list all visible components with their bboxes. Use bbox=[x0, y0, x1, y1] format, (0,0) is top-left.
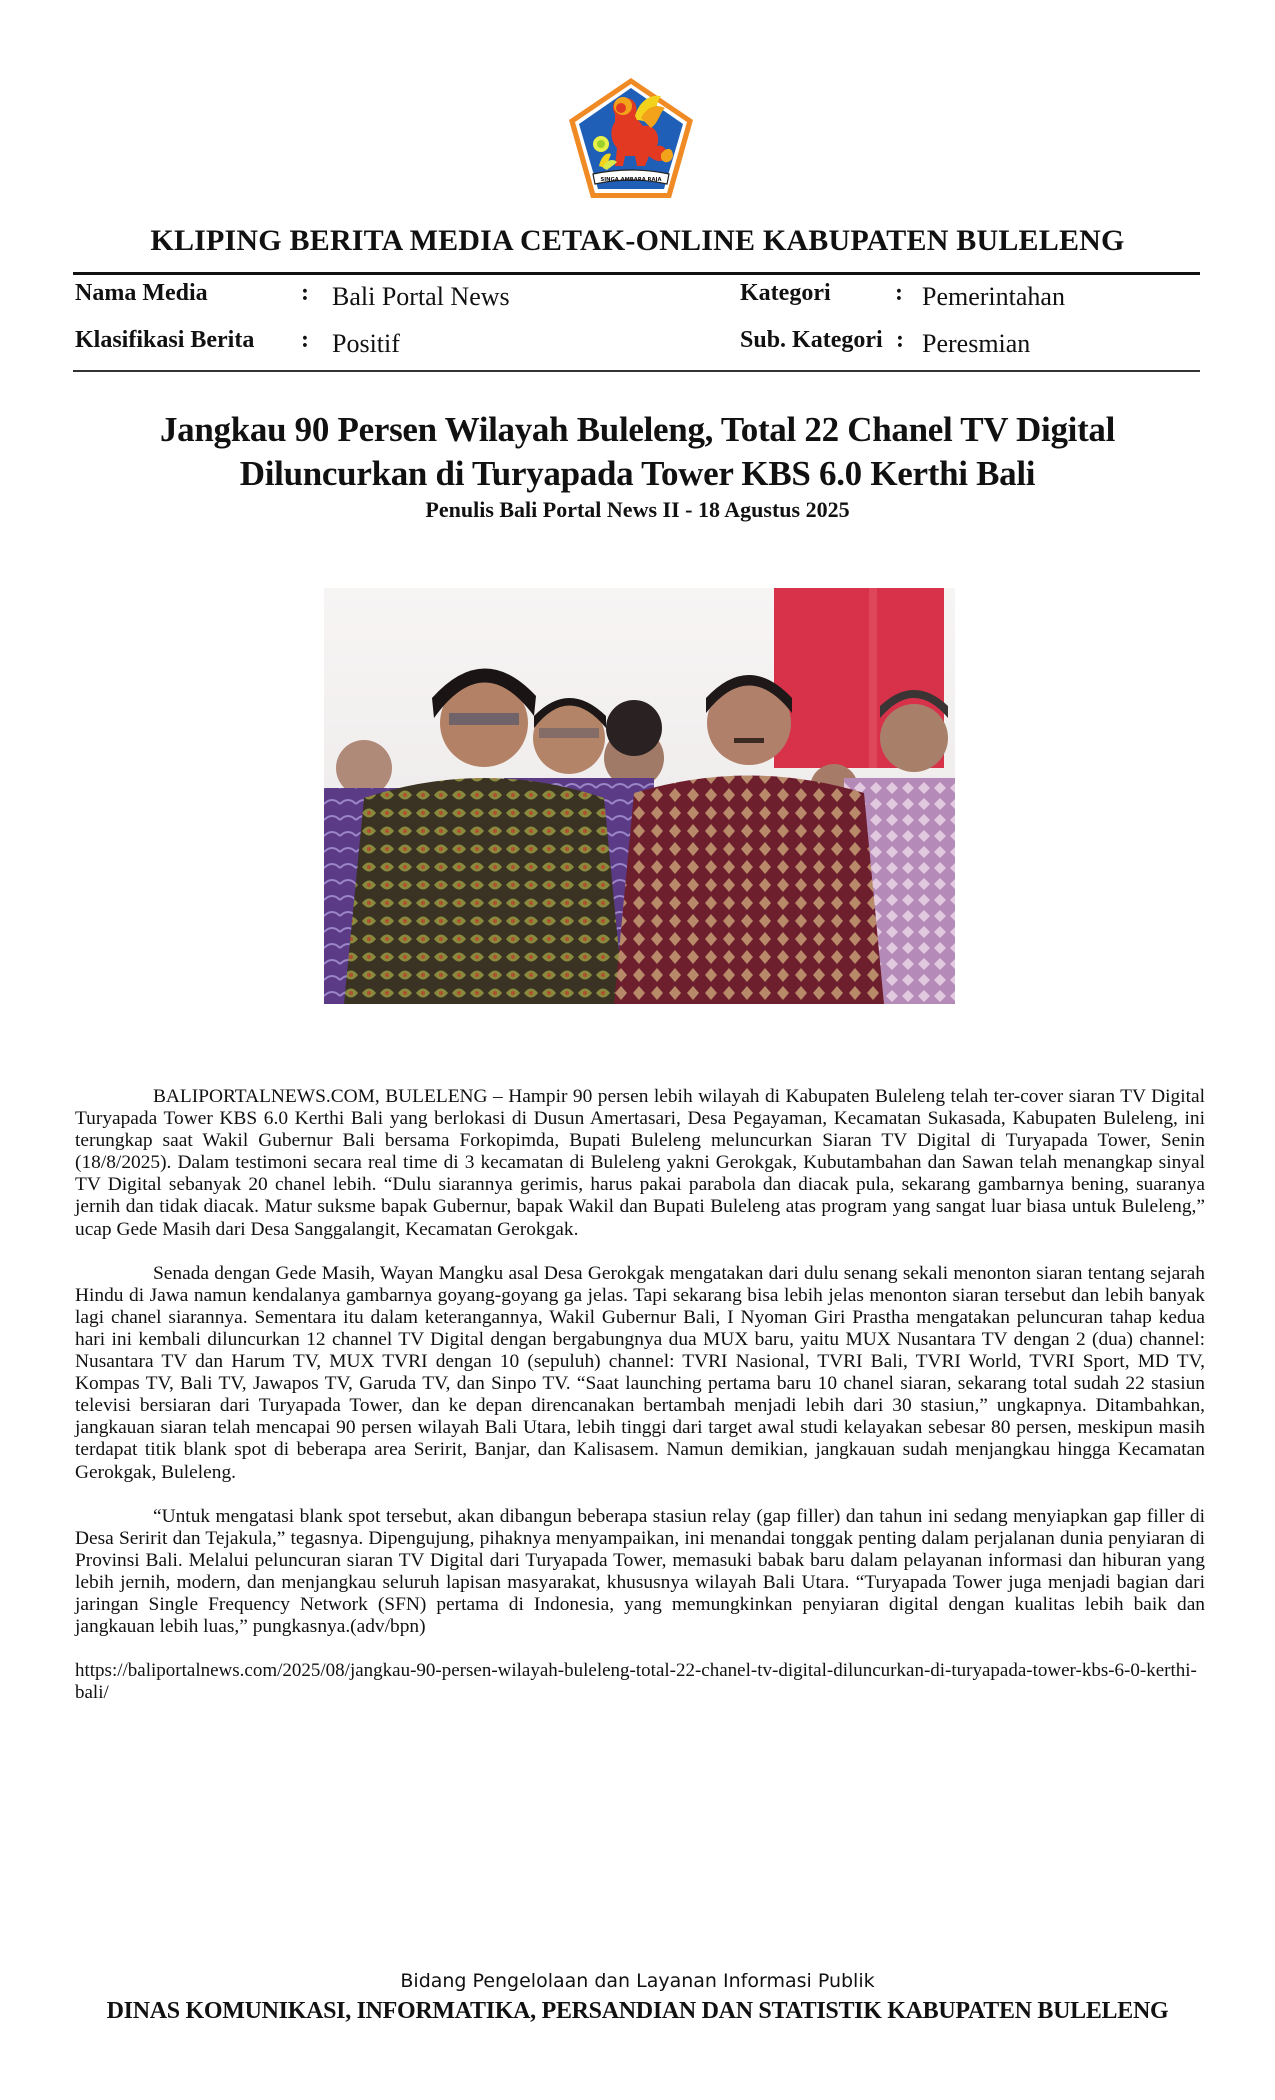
article-photo bbox=[324, 588, 955, 1004]
meta-colon: : bbox=[301, 327, 309, 353]
meta-colon: : bbox=[301, 280, 309, 306]
header-divider-bottom bbox=[73, 370, 1200, 372]
footer-organization: DINAS KOMUNIKASI, INFORMATIKA, PERSANDIAN DAN STATISTIK KABUPATEN BULELENG bbox=[106, 1998, 1169, 2024]
article-title bbox=[60, 408, 1215, 496]
meta-label: Klasifikasi Berita bbox=[75, 327, 255, 353]
meta-value: Pemerintahan bbox=[922, 282, 1065, 311]
meta-colon: : bbox=[895, 280, 903, 306]
crest-motto: SINGA AMBARA RAJA bbox=[600, 177, 662, 183]
article-paragraph: Senada dengan Gede Masih, Wayan Mangku asal Desa Gerokgak mengatakan dari dulu senang sekali menonton siaran tentang sejarah Hindu di Jawa namun kendalanya gambarnya goyang-goyang ga jelas. Tapi sekarang bisa lebih jelas menonton siaran tersebut dan lebih banyak lagi chanel siarannya. Sementara itu dalam keterangannya, Wakil Gubernur Bali, I Nyoman Giri Prastha mengatakan peluncuran tahap kedua hari ini kembali diluncurkan 12 channel TV Digital dengan bergabungnya dua MUX baru, yaitu MUX Nusantara TV dengan 2 (dua) channel: Nusantara TV dan Harum TV, MUX TVRI dengan 10 (sepuluh) channel: TVRI Nasional, TVRI Bali, TVRI World, TVRI Sport, MD TV, Kompas TV, Bali TV, Jawapos TV, Garuda TV, dan Sinpo TV. “Saat launching pertama baru 10 chanel siaran, sekarang total sudah 22 stasiun televisi bersiaran dari Turyapada Tower, dan ke depan direncanakan bertambah menjadi lebih dari 30 stasiun,” ungkapnya. Ditambahkan, jangkauan siaran telah mencapai 90 persen wilayah Bali Utara, lebih tinggi dari target awal studi kelayakan sebesar 80 persen, meskipun masih terdapat titik blank spot di beberapa area Seririt, Banjar, dan Kalisasem. Namun demikian, jangkauan sudah menjangkau hingga Kecamatan Gerokgak, Buleleng. bbox=[75, 1262, 1205, 1483]
header-divider-top bbox=[73, 272, 1200, 275]
kabupaten-buleleng-crest-icon bbox=[565, 74, 697, 202]
article-title-line: Jangkau 90 Persen Wilayah Buleleng, Total 22 Chanel TV Digital bbox=[159, 410, 1116, 449]
meta-value: Positif bbox=[332, 329, 400, 358]
meta-colon: : bbox=[896, 327, 904, 353]
source-url-link[interactable]: https://baliportalnews.com/2025/08/jangkau-90-persen-wilayah-buleleng-total-22-chanel-tv-digital-diluncurkan-di-turyapada-tower-kbs-6-0-kerthi-bali/ bbox=[75, 1660, 1197, 1704]
meta-value: Peresmian bbox=[922, 329, 1031, 358]
footer-department: Bidang Pengelolaan dan Layanan Informasi Publik bbox=[400, 1970, 875, 1992]
meta-label: Nama Media bbox=[75, 280, 208, 306]
article-byline: Penulis Bali Portal News II - 18 Agustus 2025 bbox=[425, 497, 850, 522]
meta-value: Bali Portal News bbox=[332, 282, 510, 311]
article-paragraph: “Untuk mengatasi blank spot tersebut, akan dibangun beberapa stasiun relay (gap filler) dan tahun ini sedang menyiapkan gap filler di Desa Seririt dan Tejakula,” tegasnya. Dipengujung, pihaknya menyampaikan, ini menandai tonggak penting dalam perjalanan dunia penyiaran di Provinsi Bali. Melalui peluncuran siaran TV Digital dari Turyapada Tower, memasuki babak baru dalam pelayanan informasi dan hiburan yang lebih jernih, modern, dan menjangkau seluruh lapisan masyarakat, khususnya wilayah Bali Utara. “Turyapada Tower juga menjadi bagian dari jaringan Single Frequency Network (SFN) pertama di Indonesia, yang memungkinkan penyiaran digital dengan kualitas lebih baik dan jangkauan lebih luas,” pungkasnya.(adv/bpn) bbox=[75, 1505, 1205, 1638]
meta-label: Sub. Kategori bbox=[740, 327, 883, 353]
document-title: KLIPING BERITA MEDIA CETAK-ONLINE KABUPATEN BULELENG bbox=[150, 224, 1125, 257]
article-body bbox=[75, 1086, 1205, 1726]
article-title-line: Diluncurkan di Turyapada Tower KBS 6.0 Kerthi Bali bbox=[239, 454, 1036, 493]
article-paragraph: BALIPORTALNEWS.COM, BULELENG – Hampir 90 persen lebih wilayah di Kabupaten Buleleng telah ter-cover siaran TV Digital Turyapada Tower KBS 6.0 Kerthi Bali yang berlokasi di Dusun Amertasari, Desa Pegayaman, Kecamatan Sukasada, Kabupaten Buleleng, ini terungkap saat Wakil Gubernur Bali bersama Forkopimda, Bupati Buleleng meluncurkan Siaran TV Digital di Turyapada Tower, Senin (18/8/2025). Dalam testimoni secara real time di 3 kecamatan di Buleleng yakni Gerokgak, Kubutambahan dan Sawan telah menangkap sinyal TV Digital sebanyak 20 chanel lebih. “Dulu siarannya gerimis, harus pakai parabola dan diacak pula, sekarang gambarnya bening, suaranya jernih dan tidak diacak. Matur suksme bapak Gubernur, bapak Wakil dan Bupati Buleleng atas program yang sangat luar biasa untuk Buleleng,” ucap Gede Masih dari Desa Sanggalangit, Kecamatan Gerokgak. bbox=[75, 1086, 1205, 1240]
meta-label: Kategori bbox=[740, 280, 831, 306]
